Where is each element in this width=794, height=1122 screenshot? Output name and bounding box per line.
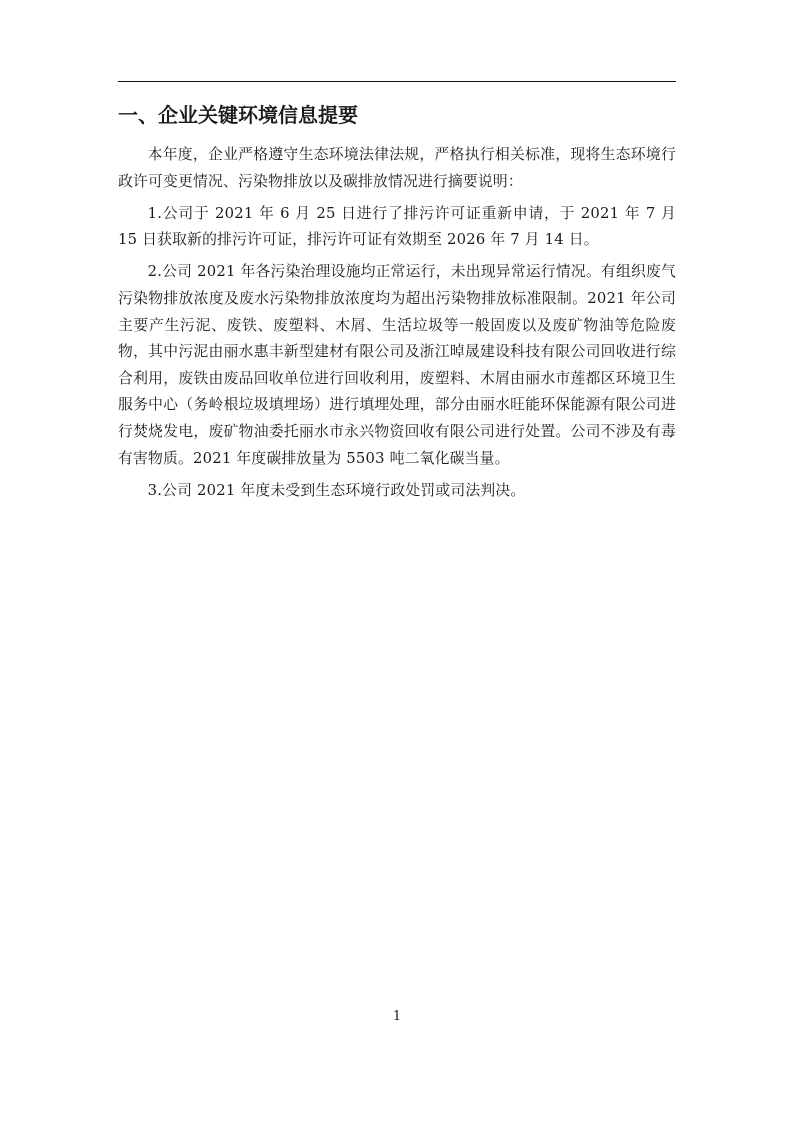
penalty-paragraph: 3.公司 2021 年度未受到生态环境行政处罚或司法判决。 (147, 481, 526, 499)
pollution-paragraph: 2.公司 2021 年各污染治理设施均正常运行，未出现异常运行情况。有组织废气污染物排放浓度及废水污染物排放浓度均为超出污染物排放标准限制。2021 年公司主要产生污泥、废铁、废塑料、木屑、生活垃圾等一般固废以及废矿物油等危险废物，其中污泥由丽水惠丰新型建材有限公司及浙江晫晟建设科技有限公司回收进行综合利用，废铁由废品回收单位进行回收利用，废塑料、木屑由丽水市莲都区环境卫生服务中心（务岭根垃圾填埋场）进行填埋处理，部分由丽水旺能环保能源有限公司进行焚烧发电，废矿物油委托丽水市永兴物资回收有限公司进行处置。公司不涉及有毒有害物质。2021 年度碳排放量为 5503 吨二氧化碳当量。 (118, 263, 676, 467)
body-text (118, 142, 676, 504)
section-heading: 一、企业关键环境信息提要 (118, 103, 358, 127)
permit-paragraph: 1.公司于 2021 年 6 月 25 日进行了排污许可证重新申请，于 2021 年 7 月 15 日获取新的排污许可证，排污许可证有效期至 2026 年 7 月 14 日。 (118, 204, 676, 249)
header-rule (118, 81, 676, 82)
page-number: 1 (392, 1009, 402, 1024)
intro-paragraph: 本年度，企业严格遵守生态环境法律法规，严格执行相关标准，现将生态环境行政许可变更情况、污染物排放以及碳排放情况进行摘要说明： (118, 146, 676, 190)
